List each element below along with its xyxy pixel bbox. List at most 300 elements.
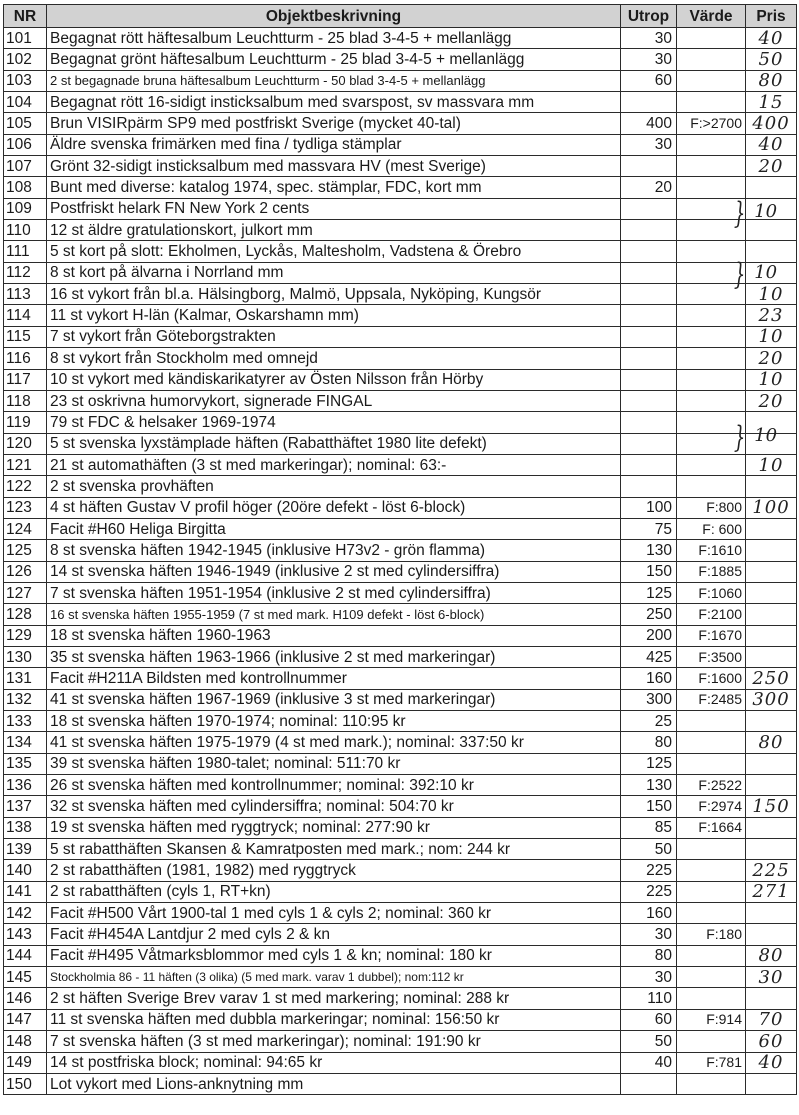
lot-varde-cell — [677, 753, 746, 774]
lot-varde-cell: F:1060 — [677, 582, 746, 603]
lot-utrop-cell: 150 — [621, 796, 677, 817]
lot-number-cell: 137 — [4, 796, 47, 817]
lot-pris-cell: 15 — [746, 92, 797, 113]
lot-utrop-cell: 125 — [621, 582, 677, 603]
lot-varde-cell — [677, 881, 746, 902]
table-row — [4, 1073, 797, 1094]
lot-utrop-cell: 30 — [621, 924, 677, 945]
lot-number-cell: 105 — [4, 113, 47, 134]
lot-description-cell: 16 st vykort från bl.a. Hälsingborg, Malmö, Uppsala, Nyköping, Kungsör — [47, 284, 621, 305]
lot-number-cell: 139 — [4, 839, 47, 860]
lot-utrop-cell: 300 — [621, 689, 677, 710]
lot-description-cell: Facit #H500 Vårt 1900-tal 1 med cyls 1 & cyls 2; nominal: 360 kr — [47, 903, 621, 924]
lot-varde-cell — [677, 1073, 746, 1094]
table-row — [4, 604, 797, 625]
table-row — [4, 967, 797, 988]
lot-pris-cell — [746, 177, 797, 198]
lot-number-cell: 106 — [4, 134, 47, 155]
lot-varde-cell: F:781 — [677, 1052, 746, 1073]
lot-pris-cell: 50 — [746, 49, 797, 70]
lot-utrop-cell — [621, 326, 677, 347]
lot-utrop-cell: 50 — [621, 1031, 677, 1052]
lot-number-cell: 143 — [4, 924, 47, 945]
lot-number-cell: 136 — [4, 775, 47, 796]
lot-varde-cell — [677, 903, 746, 924]
lot-number-cell: 145 — [4, 967, 47, 988]
lot-pris-cell — [746, 198, 797, 219]
lot-description-cell: 19 st svenska häften med ryggtryck; nominal: 277:90 kr — [47, 817, 621, 838]
lot-pris-cell — [746, 604, 797, 625]
table-row — [4, 775, 797, 796]
lot-description-cell: 2 st rabatthäften (cyls 1, RT+kn) — [47, 881, 621, 902]
table-row — [4, 988, 797, 1009]
lot-description-cell: 7 st vykort från Göteborgstrakten — [47, 326, 621, 347]
lot-description-cell: 8 st svenska häften 1942-1945 (inklusive H73v2 - grön flamma) — [47, 540, 621, 561]
lot-utrop-cell: 60 — [621, 70, 677, 91]
lot-number-cell: 147 — [4, 1009, 47, 1030]
column-header-varde: Värde — [677, 5, 746, 28]
lot-utrop-cell — [621, 454, 677, 475]
lot-number-cell: 110 — [4, 220, 47, 241]
lot-varde-cell — [677, 49, 746, 70]
curly-brace-icon: } — [733, 257, 746, 292]
lot-description-cell: Begagnat rött 16-sidigt insticksalbum med svarspost, sv massvara mm — [47, 92, 621, 113]
lot-varde-cell — [677, 305, 746, 326]
lot-pris-cell — [746, 262, 797, 283]
lot-utrop-cell: 30 — [621, 49, 677, 70]
lot-number-cell: 124 — [4, 518, 47, 539]
lot-utrop-cell: 200 — [621, 625, 677, 646]
lot-varde-cell: F:914 — [677, 1009, 746, 1030]
lot-description-cell: Facit #H60 Heliga Birgitta — [47, 518, 621, 539]
lot-number-cell: 117 — [4, 369, 47, 390]
table-row — [4, 924, 797, 945]
table-row — [4, 70, 797, 91]
lot-number-cell: 102 — [4, 49, 47, 70]
lot-utrop-cell — [621, 284, 677, 305]
lot-pris-cell — [746, 924, 797, 945]
lot-varde-cell — [677, 860, 746, 881]
lot-number-cell: 128 — [4, 604, 47, 625]
lot-description-cell: 2 st begagnade bruna häftesalbum Leuchtturm - 50 blad 3-4-5 + mellanlägg — [47, 70, 621, 91]
table-row — [4, 433, 797, 454]
lot-varde-cell — [677, 454, 746, 475]
table-row — [4, 582, 797, 603]
table-row — [4, 540, 797, 561]
lot-pris-cell — [746, 711, 797, 732]
column-header-utrop: Utrop — [621, 5, 677, 28]
lot-description-cell: Facit #H454A Lantdjur 2 med cyls 2 & kn — [47, 924, 621, 945]
lot-varde-cell — [677, 412, 746, 433]
lot-description-cell: 2 st häften Sverige Brev varav 1 st med markering; nominal: 288 kr — [47, 988, 621, 1009]
lot-varde-cell: F:1670 — [677, 625, 746, 646]
lot-description-cell: Facit #H211A Bildsten med kontrollnummer — [47, 668, 621, 689]
lot-varde-cell: F:800 — [677, 497, 746, 518]
table-row — [4, 28, 797, 49]
table-row — [4, 753, 797, 774]
lot-utrop-cell — [621, 198, 677, 219]
lot-utrop-cell: 80 — [621, 945, 677, 966]
lot-description-cell: 8 st vykort från Stockholm med omnejd — [47, 348, 621, 369]
lot-description-cell: 39 st svenska häften 1980-talet; nominal: 511:70 kr — [47, 753, 621, 774]
lot-number-cell: 134 — [4, 732, 47, 753]
lot-pris-cell: 20 — [746, 390, 797, 411]
lot-varde-cell — [677, 839, 746, 860]
lot-utrop-cell — [621, 262, 677, 283]
lot-utrop-cell: 225 — [621, 881, 677, 902]
table-row — [4, 369, 797, 390]
table-row — [4, 390, 797, 411]
table-row — [4, 177, 797, 198]
lot-description-cell: 79 st FDC & helsaker 1969-1974 — [47, 412, 621, 433]
lot-description-cell: 11 st vykort H-län (Kalmar, Oskarshamn mm) — [47, 305, 621, 326]
lot-number-cell: 144 — [4, 945, 47, 966]
table-row — [4, 113, 797, 134]
lot-utrop-cell — [621, 433, 677, 454]
lot-utrop-cell — [621, 369, 677, 390]
lot-description-cell: Begagnat grönt häftesalbum Leuchtturm - 25 blad 3-4-5 + mellanlägg — [47, 49, 621, 70]
lot-description-cell: 2 st rabatthäften (1981, 1982) med ryggtryck — [47, 860, 621, 881]
lot-utrop-cell — [621, 305, 677, 326]
lot-description-cell: 41 st svenska häften 1967-1969 (inklusive 3 st med markeringar) — [47, 689, 621, 710]
table-row — [4, 711, 797, 732]
lot-varde-cell: F:180 — [677, 924, 746, 945]
table-row — [4, 262, 797, 283]
lot-varde-cell — [677, 134, 746, 155]
bracket-price: 10 — [754, 201, 778, 222]
lot-pris-cell — [746, 988, 797, 1009]
lot-varde-cell — [677, 198, 746, 219]
lot-description-cell: 18 st svenska häften 1970-1974; nominal: 110:95 kr — [47, 711, 621, 732]
lot-utrop-cell: 40 — [621, 1052, 677, 1073]
lot-pris-cell — [746, 220, 797, 241]
lot-utrop-cell: 60 — [621, 1009, 677, 1030]
lot-pris-cell: 225 — [746, 860, 797, 881]
lot-number-cell: 104 — [4, 92, 47, 113]
lot-number-cell: 135 — [4, 753, 47, 774]
table-row — [4, 646, 797, 667]
lot-description-cell: 16 st svenska häften 1955-1959 (7 st med mark. H109 defekt - löst 6-block) — [47, 604, 621, 625]
lot-utrop-cell: 75 — [621, 518, 677, 539]
lot-description-cell: 14 st postfriska block; nominal: 94:65 kr — [47, 1052, 621, 1073]
lot-varde-cell — [677, 28, 746, 49]
lot-utrop-cell: 150 — [621, 561, 677, 582]
lot-number-cell: 131 — [4, 668, 47, 689]
lot-pris-cell: 80 — [746, 732, 797, 753]
lot-pris-cell — [746, 582, 797, 603]
lot-varde-cell — [677, 476, 746, 497]
lot-description-cell: Lot vykort med Lions-anknytning mm — [47, 1073, 621, 1094]
table-row — [4, 903, 797, 924]
lot-description-cell: 14 st svenska häften 1946-1949 (inklusive 2 st med cylindersiffra) — [47, 561, 621, 582]
lot-number-cell: 123 — [4, 497, 47, 518]
lot-number-cell: 103 — [4, 70, 47, 91]
lot-varde-cell — [677, 241, 746, 262]
lot-pris-cell — [746, 817, 797, 838]
lot-varde-cell — [677, 92, 746, 113]
lot-number-cell: 132 — [4, 689, 47, 710]
auction-lot-table — [3, 4, 797, 1095]
lot-varde-cell: F:>2700 — [677, 113, 746, 134]
bracket-price: 10 — [754, 262, 778, 283]
table-row — [4, 156, 797, 177]
lot-utrop-cell: 100 — [621, 497, 677, 518]
lot-number-cell: 130 — [4, 646, 47, 667]
lot-pris-cell: 40 — [746, 1052, 797, 1073]
lot-varde-cell — [677, 326, 746, 347]
lot-varde-cell — [677, 220, 746, 241]
lot-number-cell: 150 — [4, 1073, 47, 1094]
lot-number-cell: 119 — [4, 412, 47, 433]
lot-number-cell: 126 — [4, 561, 47, 582]
lot-description-cell: 18 st svenska häften 1960-1963 — [47, 625, 621, 646]
table-row — [4, 1052, 797, 1073]
lot-utrop-cell: 30 — [621, 28, 677, 49]
lot-description-cell: Bunt med diverse: katalog 1974, spec. stämplar, FDC, kort mm — [47, 177, 621, 198]
lot-varde-cell — [677, 348, 746, 369]
lot-description-cell: 5 st svenska lyxstämplade häften (Rabatthäftet 1980 lite defekt) — [47, 433, 621, 454]
lot-description-cell: 35 st svenska häften 1963-1966 (inklusive 2 st med markeringar) — [47, 646, 621, 667]
lot-pris-cell — [746, 753, 797, 774]
lot-number-cell: 142 — [4, 903, 47, 924]
lot-number-cell: 149 — [4, 1052, 47, 1073]
lot-description-cell: Brun VISIRpärm SP9 med postfriskt Sverige (mycket 40-tal) — [47, 113, 621, 134]
lot-pris-cell — [746, 775, 797, 796]
table-row — [4, 198, 797, 219]
lot-utrop-cell — [621, 390, 677, 411]
lot-utrop-cell: 30 — [621, 134, 677, 155]
lot-description-cell: 23 st oskrivna humorvykort, signerade FINGAL — [47, 390, 621, 411]
lot-number-cell: 112 — [4, 262, 47, 283]
lot-pris-cell: 30 — [746, 967, 797, 988]
lot-pris-cell — [746, 625, 797, 646]
lot-pris-cell — [746, 903, 797, 924]
lot-pris-cell: 300 — [746, 689, 797, 710]
lot-utrop-cell — [621, 241, 677, 262]
lot-varde-cell — [677, 390, 746, 411]
lot-description-cell: 12 st äldre gratulationskort, julkort mm — [47, 220, 621, 241]
lot-pris-cell — [746, 476, 797, 497]
lot-varde-cell — [677, 1031, 746, 1052]
lot-varde-cell — [677, 433, 746, 454]
table-row — [4, 326, 797, 347]
lot-description-cell: Postfriskt helark FN New York 2 cents — [47, 198, 621, 219]
curly-brace-icon: } — [733, 196, 746, 231]
lot-pris-cell — [746, 839, 797, 860]
header-row — [4, 5, 797, 28]
bracket-price: 10 — [754, 425, 778, 446]
lot-pris-cell — [746, 540, 797, 561]
lot-varde-cell — [677, 156, 746, 177]
lot-number-cell: 109 — [4, 198, 47, 219]
table-row — [4, 305, 797, 326]
lot-description-cell: 7 st svenska häften 1951-1954 (inklusive 2 st med cylindersiffra) — [47, 582, 621, 603]
lot-varde-cell — [677, 70, 746, 91]
table-row — [4, 497, 797, 518]
lot-number-cell: 121 — [4, 454, 47, 475]
table-row — [4, 668, 797, 689]
lot-description-cell: Grönt 32-sidigt insticksalbum med massvara HV (mest Sverige) — [47, 156, 621, 177]
lot-varde-cell: F:3500 — [677, 646, 746, 667]
lot-pris-cell: 100 — [746, 497, 797, 518]
lot-pris-cell: 40 — [746, 134, 797, 155]
lot-number-cell: 140 — [4, 860, 47, 881]
lot-pris-cell — [746, 1073, 797, 1094]
lot-number-cell: 120 — [4, 433, 47, 454]
lot-description-cell: Begagnat rött häftesalbum Leuchtturm - 25 blad 3-4-5 + mellanlägg — [47, 28, 621, 49]
lot-number-cell: 101 — [4, 28, 47, 49]
lot-utrop-cell — [621, 476, 677, 497]
lot-rows — [4, 28, 797, 1095]
lot-varde-cell — [677, 369, 746, 390]
lot-number-cell: 111 — [4, 241, 47, 262]
lot-pris-cell: 80 — [746, 70, 797, 91]
lot-utrop-cell: 160 — [621, 668, 677, 689]
lot-utrop-cell: 25 — [621, 711, 677, 732]
lot-pris-cell: 10 — [746, 369, 797, 390]
lot-pris-cell: 23 — [746, 305, 797, 326]
lot-number-cell: 122 — [4, 476, 47, 497]
lot-utrop-cell: 125 — [621, 753, 677, 774]
table-row — [4, 1009, 797, 1030]
lot-number-cell: 107 — [4, 156, 47, 177]
table-row — [4, 348, 797, 369]
lot-description-cell: 41 st svenska häften 1975-1979 (4 st med mark.); nominal: 337:50 kr — [47, 732, 621, 753]
column-header-description: Objektbeskrivning — [47, 5, 621, 28]
lot-utrop-cell: 225 — [621, 860, 677, 881]
lot-number-cell: 146 — [4, 988, 47, 1009]
lot-pris-cell — [746, 646, 797, 667]
lot-varde-cell — [677, 711, 746, 732]
lot-number-cell: 114 — [4, 305, 47, 326]
lot-pris-cell: 20 — [746, 348, 797, 369]
lot-varde-cell: F:2522 — [677, 775, 746, 796]
table-row — [4, 945, 797, 966]
table-row — [4, 49, 797, 70]
lot-description-cell: 32 st svenska häften med cylindersiffra; nominal: 504:70 kr — [47, 796, 621, 817]
table-row — [4, 860, 797, 881]
lot-description-cell: 4 st häften Gustav V profil höger (20öre defekt - löst 6-block) — [47, 497, 621, 518]
lot-utrop-cell: 85 — [621, 817, 677, 838]
lot-pris-cell: 150 — [746, 796, 797, 817]
lot-utrop-cell: 30 — [621, 967, 677, 988]
lot-utrop-cell: 20 — [621, 177, 677, 198]
lot-number-cell: 115 — [4, 326, 47, 347]
lot-varde-cell — [677, 732, 746, 753]
lot-pris-cell — [746, 518, 797, 539]
lot-utrop-cell — [621, 156, 677, 177]
table-row — [4, 92, 797, 113]
lot-utrop-cell: 50 — [621, 839, 677, 860]
lot-pris-cell: 250 — [746, 668, 797, 689]
lot-number-cell: 125 — [4, 540, 47, 561]
lot-pris-cell: 400 — [746, 113, 797, 134]
lot-utrop-cell — [621, 412, 677, 433]
lot-varde-cell — [677, 262, 746, 283]
lot-utrop-cell: 130 — [621, 775, 677, 796]
lot-pris-cell: 10 — [746, 326, 797, 347]
lot-varde-cell: F:2974 — [677, 796, 746, 817]
table-row — [4, 476, 797, 497]
lot-utrop-cell — [621, 220, 677, 241]
table-row — [4, 134, 797, 155]
lot-description-cell: 21 st automathäften (3 st med markeringar); nominal: 63:- — [47, 454, 621, 475]
table-row — [4, 454, 797, 475]
lot-varde-cell: F:1600 — [677, 668, 746, 689]
lot-description-cell: 11 st svenska häften med dubbla markeringar; nominal: 156:50 kr — [47, 1009, 621, 1030]
lot-varde-cell — [677, 177, 746, 198]
lot-description-cell: 7 st svenska häften (3 st med markeringar); nominal: 191:90 kr — [47, 1031, 621, 1052]
lot-pris-cell — [746, 241, 797, 262]
lot-pris-cell — [746, 433, 797, 454]
lot-description-cell: 2 st svenska provhäften — [47, 476, 621, 497]
lot-pris-cell: 80 — [746, 945, 797, 966]
table-row — [4, 732, 797, 753]
lot-utrop-cell: 250 — [621, 604, 677, 625]
table-row — [4, 284, 797, 305]
lot-pris-cell: 10 — [746, 284, 797, 305]
lot-pris-cell: 20 — [746, 156, 797, 177]
table-row — [4, 817, 797, 838]
lot-pris-cell — [746, 412, 797, 433]
lot-number-cell: 138 — [4, 817, 47, 838]
table-row — [4, 796, 797, 817]
column-header-pris: Pris — [746, 5, 797, 28]
lot-varde-cell: F:2100 — [677, 604, 746, 625]
lot-utrop-cell: 425 — [621, 646, 677, 667]
lot-description-cell: Äldre svenska frimärken med fina / tydliga stämplar — [47, 134, 621, 155]
lot-varde-cell: F:1885 — [677, 561, 746, 582]
table-row — [4, 689, 797, 710]
lot-number-cell: 129 — [4, 625, 47, 646]
lot-utrop-cell — [621, 92, 677, 113]
lot-description-cell: Stockholmia 86 - 11 häften (3 olika) (5 med mark. varav 1 dubbel); nom:112 kr — [47, 967, 621, 988]
column-header-nr: NR — [4, 5, 47, 28]
lot-number-cell: 133 — [4, 711, 47, 732]
lot-description-cell: 26 st svenska häften med kontrollnummer; nominal: 392:10 kr — [47, 775, 621, 796]
table-row — [4, 518, 797, 539]
table-row — [4, 839, 797, 860]
lot-number-cell: 141 — [4, 881, 47, 902]
lot-pris-cell: 70 — [746, 1009, 797, 1030]
lot-pris-cell — [746, 561, 797, 582]
lot-number-cell: 116 — [4, 348, 47, 369]
lot-utrop-cell — [621, 1073, 677, 1094]
lot-description-cell: 10 st vykort med kändiskarikatyrer av Östen Nilsson från Hörby — [47, 369, 621, 390]
lot-number-cell: 127 — [4, 582, 47, 603]
lot-utrop-cell: 110 — [621, 988, 677, 1009]
table-row — [4, 625, 797, 646]
table-row — [4, 412, 797, 433]
lot-utrop-cell: 160 — [621, 903, 677, 924]
table-row — [4, 1031, 797, 1052]
lot-description-cell: 8 st kort på älvarna i Norrland mm — [47, 262, 621, 283]
lot-varde-cell: F:1610 — [677, 540, 746, 561]
lot-varde-cell: F: 600 — [677, 518, 746, 539]
lot-description-cell: Facit #H495 Våtmarksblommor med cyls 1 & kn; nominal: 180 kr — [47, 945, 621, 966]
table-row — [4, 220, 797, 241]
lot-utrop-cell — [621, 348, 677, 369]
lot-utrop-cell: 130 — [621, 540, 677, 561]
lot-number-cell: 118 — [4, 390, 47, 411]
lot-number-cell: 113 — [4, 284, 47, 305]
lot-description-cell: 5 st rabatthäften Skansen & Kamratposten med mark.; nom: 244 kr — [47, 839, 621, 860]
lot-varde-cell — [677, 284, 746, 305]
table-row — [4, 241, 797, 262]
lot-varde-cell — [677, 988, 746, 1009]
lot-utrop-cell: 400 — [621, 113, 677, 134]
lot-varde-cell: F:1664 — [677, 817, 746, 838]
